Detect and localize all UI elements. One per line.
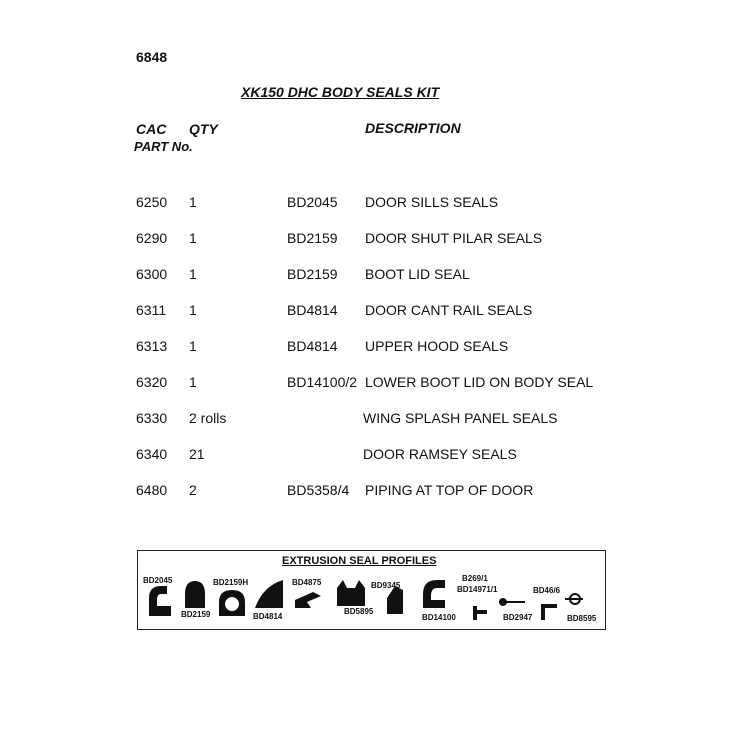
document-title: XK150 DHC BODY SEALS KIT (241, 84, 440, 100)
label-b269-1: B269/1 (462, 574, 488, 583)
label-bd4875: BD4875 (292, 578, 322, 587)
cell-description: PIPING AT TOP OF DOOR (365, 482, 534, 498)
cell-description: BOOT LID SEAL (365, 266, 470, 282)
label-bd2947: BD2947 (503, 613, 533, 622)
cell-part: BD4814 (287, 338, 338, 354)
cell-cac: 6340 (136, 446, 168, 462)
document-number: 6848 (136, 49, 168, 65)
cell-description: DOOR RAMSEY SEALS (363, 446, 517, 462)
cell-qty: 2 rolls (189, 410, 227, 426)
cell-description: DOOR SILLS SEALS (365, 194, 499, 210)
table-row (0, 482, 750, 502)
profile-bd14100-shape (423, 580, 445, 608)
profile-bd2045-shape (149, 586, 171, 616)
header-part-no: PART No. (134, 139, 193, 154)
label-bd4814: BD4814 (253, 612, 283, 621)
cell-qty: 1 (189, 266, 197, 282)
header-qty: QTY (189, 121, 218, 137)
cell-qty: 2 (189, 482, 197, 498)
cell-cac: 6250 (136, 194, 168, 210)
cell-cac: 6313 (136, 338, 168, 354)
cell-part: BD2045 (287, 194, 338, 210)
cell-description: DOOR SHUT PILAR SEALS (365, 230, 543, 246)
cell-cac: 6311 (136, 302, 167, 318)
cell-description: WING SPLASH PANEL SEALS (363, 410, 558, 426)
table-row (0, 230, 750, 250)
cell-part: BD5358/4 (287, 482, 350, 498)
label-bd2159: BD2159 (181, 610, 211, 619)
profiles-title: EXTRUSION SEAL PROFILES (282, 555, 437, 567)
label-bd2045: BD2045 (143, 576, 173, 585)
cell-cac: 6300 (136, 266, 168, 282)
label-bd46-6: BD46/6 (533, 586, 561, 595)
table-row (0, 266, 750, 286)
header-description: DESCRIPTION (365, 120, 461, 136)
label-bd9345: BD9345 (371, 581, 401, 590)
cell-qty: 1 (189, 338, 197, 354)
cell-part: BD4814 (287, 302, 338, 318)
label-bd2159h: BD2159H (213, 578, 249, 587)
table-row (0, 338, 750, 358)
cell-qty: 1 (189, 302, 197, 318)
cell-cac: 6480 (136, 482, 168, 498)
cell-cac: 6320 (136, 374, 168, 390)
label-bd8595: BD8595 (567, 614, 597, 623)
cell-cac: 6330 (136, 410, 168, 426)
cell-qty: 1 (189, 230, 197, 246)
header-cac: CAC (136, 121, 167, 137)
cell-description: DOOR CANT RAIL SEALS (365, 302, 533, 318)
profile-bd2159h-shape (219, 590, 245, 616)
profile-bd46-shape (541, 604, 557, 620)
table-row (0, 302, 750, 322)
profile-bd9345-shape (387, 586, 403, 614)
table-row (0, 446, 750, 466)
label-bd5895: BD5895 (344, 607, 374, 616)
table-row (0, 410, 750, 430)
cell-part: BD14100/2 (287, 374, 357, 390)
profile-bd4875-shape (295, 592, 321, 608)
label-bd14100: BD14100 (422, 613, 456, 622)
label-bd14971-1: BD14971/1 (457, 585, 498, 594)
cell-description: LOWER BOOT LID ON BODY SEAL (365, 374, 594, 390)
cell-qty: 21 (189, 446, 205, 462)
table-row (0, 374, 750, 394)
cell-qty: 1 (189, 194, 197, 210)
table-row (0, 194, 750, 214)
cell-description: UPPER HOOD SEALS (365, 338, 509, 354)
cell-part: BD2159 (287, 230, 338, 246)
cell-cac: 6290 (136, 230, 168, 246)
profile-b269-shape (473, 606, 487, 620)
profile-bd2947-bead (499, 598, 507, 606)
cell-part: BD2159 (287, 266, 338, 282)
profile-bd5895-shape (337, 580, 365, 606)
profile-bd2159-shape (185, 581, 205, 608)
profile-bd4814-shape (255, 580, 283, 608)
cell-qty: 1 (189, 374, 197, 390)
